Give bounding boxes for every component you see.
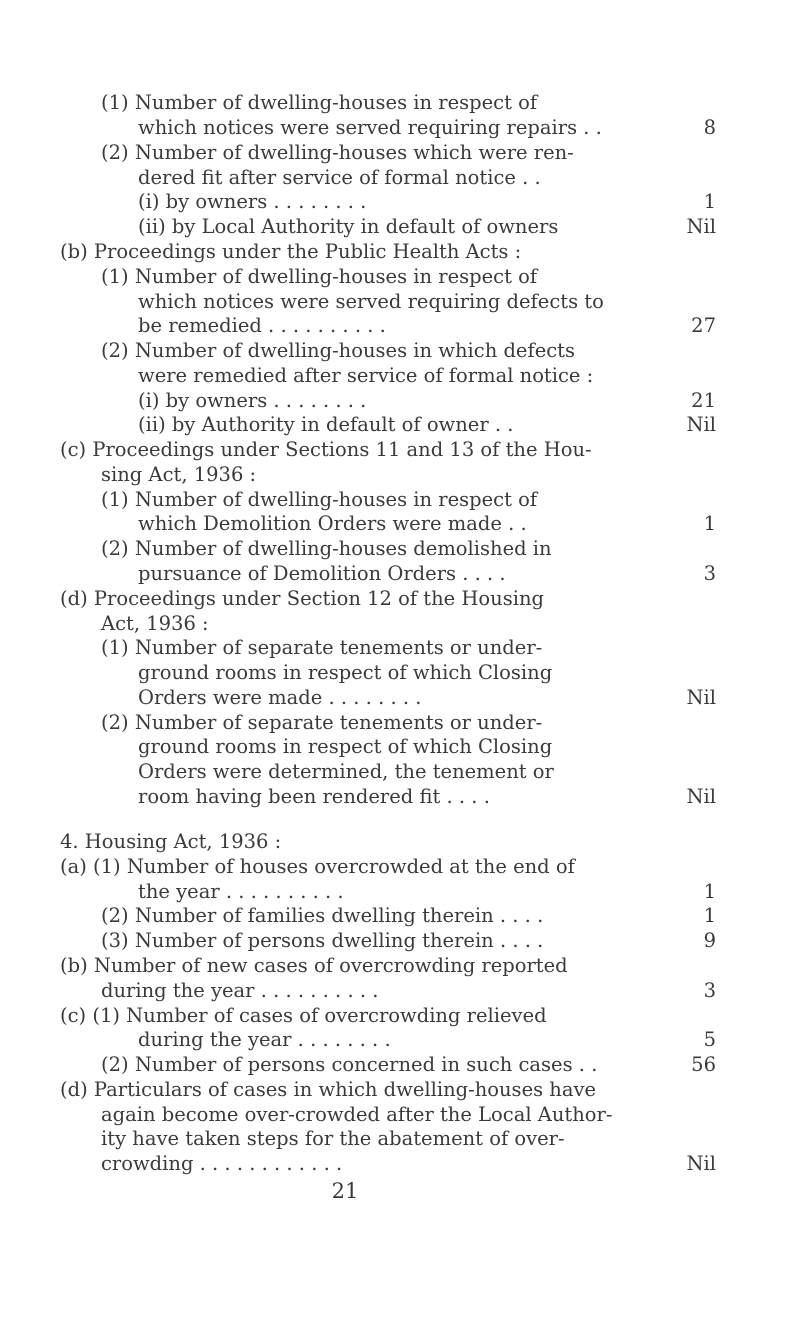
text-line: (d) Proceedings under Section 12 of the Housing	[60, 587, 544, 610]
value-cell: 9	[703, 929, 716, 952]
text-line: which notices were served requiring repairs . .	[138, 116, 602, 139]
text-line: which Demolition Orders were made . .	[138, 512, 527, 535]
text-line: (2) Number of dwelling-houses in which defects	[101, 339, 575, 362]
text-line: ground rooms in respect of which Closing	[138, 735, 553, 758]
value-cell: 21	[691, 389, 716, 412]
text-line: crowding . . . . . . . . . . . .	[101, 1152, 343, 1175]
text-line: (1) Number of dwelling-houses in respect of	[101, 488, 538, 511]
text-line: the year . . . . . . . . . .	[138, 880, 344, 903]
text-line: (2) Number of families dwelling therein . . . .	[101, 904, 544, 927]
value-cell: 8	[703, 116, 716, 139]
text-line: (a) (1) Number of houses overcrowded at the end of	[60, 855, 575, 878]
text-line: (ii) by Local Authority in default of owners	[138, 215, 559, 238]
text-line: Orders were determined, the tenement or	[138, 760, 554, 783]
text-line: room having been rendered fit . . . .	[138, 785, 490, 808]
page-number: 21	[331, 1179, 359, 1203]
value-cell: 3	[703, 979, 716, 1002]
value-cell: Nil	[686, 413, 716, 436]
text-line: (d) Particulars of cases in which dwelling-houses have	[60, 1078, 597, 1101]
text-line: pursuance of Demolition Orders . . . .	[138, 562, 506, 585]
text-line: be remedied . . . . . . . . . .	[138, 314, 386, 337]
text-line: (2) Number of dwelling-houses demolished in	[101, 537, 552, 560]
value-cell: 5	[703, 1028, 716, 1051]
text-line: which notices were served requiring defects to	[138, 290, 604, 313]
text-line: sing Act, 1936 :	[101, 463, 257, 486]
text-line: (c) Proceedings under Sections 11 and 13 of the Hou-	[60, 438, 592, 461]
text-line: (i) by owners . . . . . . . .	[138, 389, 367, 412]
value-cell: 27	[691, 314, 716, 337]
text-line: (c) (1) Number of cases of overcrowding relieved	[60, 1004, 547, 1027]
value-cell: Nil	[686, 215, 716, 238]
text-line: Act, 1936 :	[101, 612, 209, 635]
text-line: (2) Number of persons concerned in such cases . .	[101, 1053, 598, 1076]
value-cell: 3	[703, 562, 716, 585]
text-line: (b) Proceedings under the Public Health Acts :	[60, 240, 522, 263]
text-line: (ii) by Authority in default of owner . .	[138, 413, 514, 436]
value-cell: 1	[703, 880, 716, 903]
value-cell: Nil	[686, 686, 716, 709]
text-line: during the year . . . . . . . .	[138, 1028, 391, 1051]
text-line: 4. Housing Act, 1936 :	[60, 830, 282, 853]
text-line: Orders were made . . . . . . . .	[138, 686, 422, 709]
text-line: (2) Number of separate tenements or under-	[101, 711, 543, 734]
value-cell: 1	[703, 512, 716, 535]
value-cell: Nil	[686, 785, 716, 808]
text-line: (1) Number of dwelling-houses in respect of	[101, 91, 538, 114]
text-line: (3) Number of persons dwelling therein . . . .	[101, 929, 544, 952]
text-line: ity have taken steps for the abatement of over-	[101, 1127, 565, 1150]
value-cell: 1	[703, 190, 716, 213]
value-cell: Nil	[686, 1152, 716, 1175]
text-line: (1) Number of separate tenements or under-	[101, 636, 543, 659]
text-line: (1) Number of dwelling-houses in respect of	[101, 265, 538, 288]
text-line: (b) Number of new cases of overcrowding reported	[60, 954, 568, 977]
text-line: (i) by owners . . . . . . . .	[138, 190, 367, 213]
text-line: ground rooms in respect of which Closing	[138, 661, 553, 684]
value-cell: 1	[703, 904, 716, 927]
text-line: (2) Number of dwelling-houses which were ren-	[101, 141, 574, 164]
value-cell: 56	[691, 1053, 716, 1076]
text-line: dered fit after service of formal notice . .	[138, 166, 541, 189]
text-line: again become over-crowded after the Local Author-	[101, 1103, 613, 1126]
text-line: were remedied after service of formal notice :	[138, 364, 594, 387]
text-line: during the year . . . . . . . . . .	[101, 979, 379, 1002]
